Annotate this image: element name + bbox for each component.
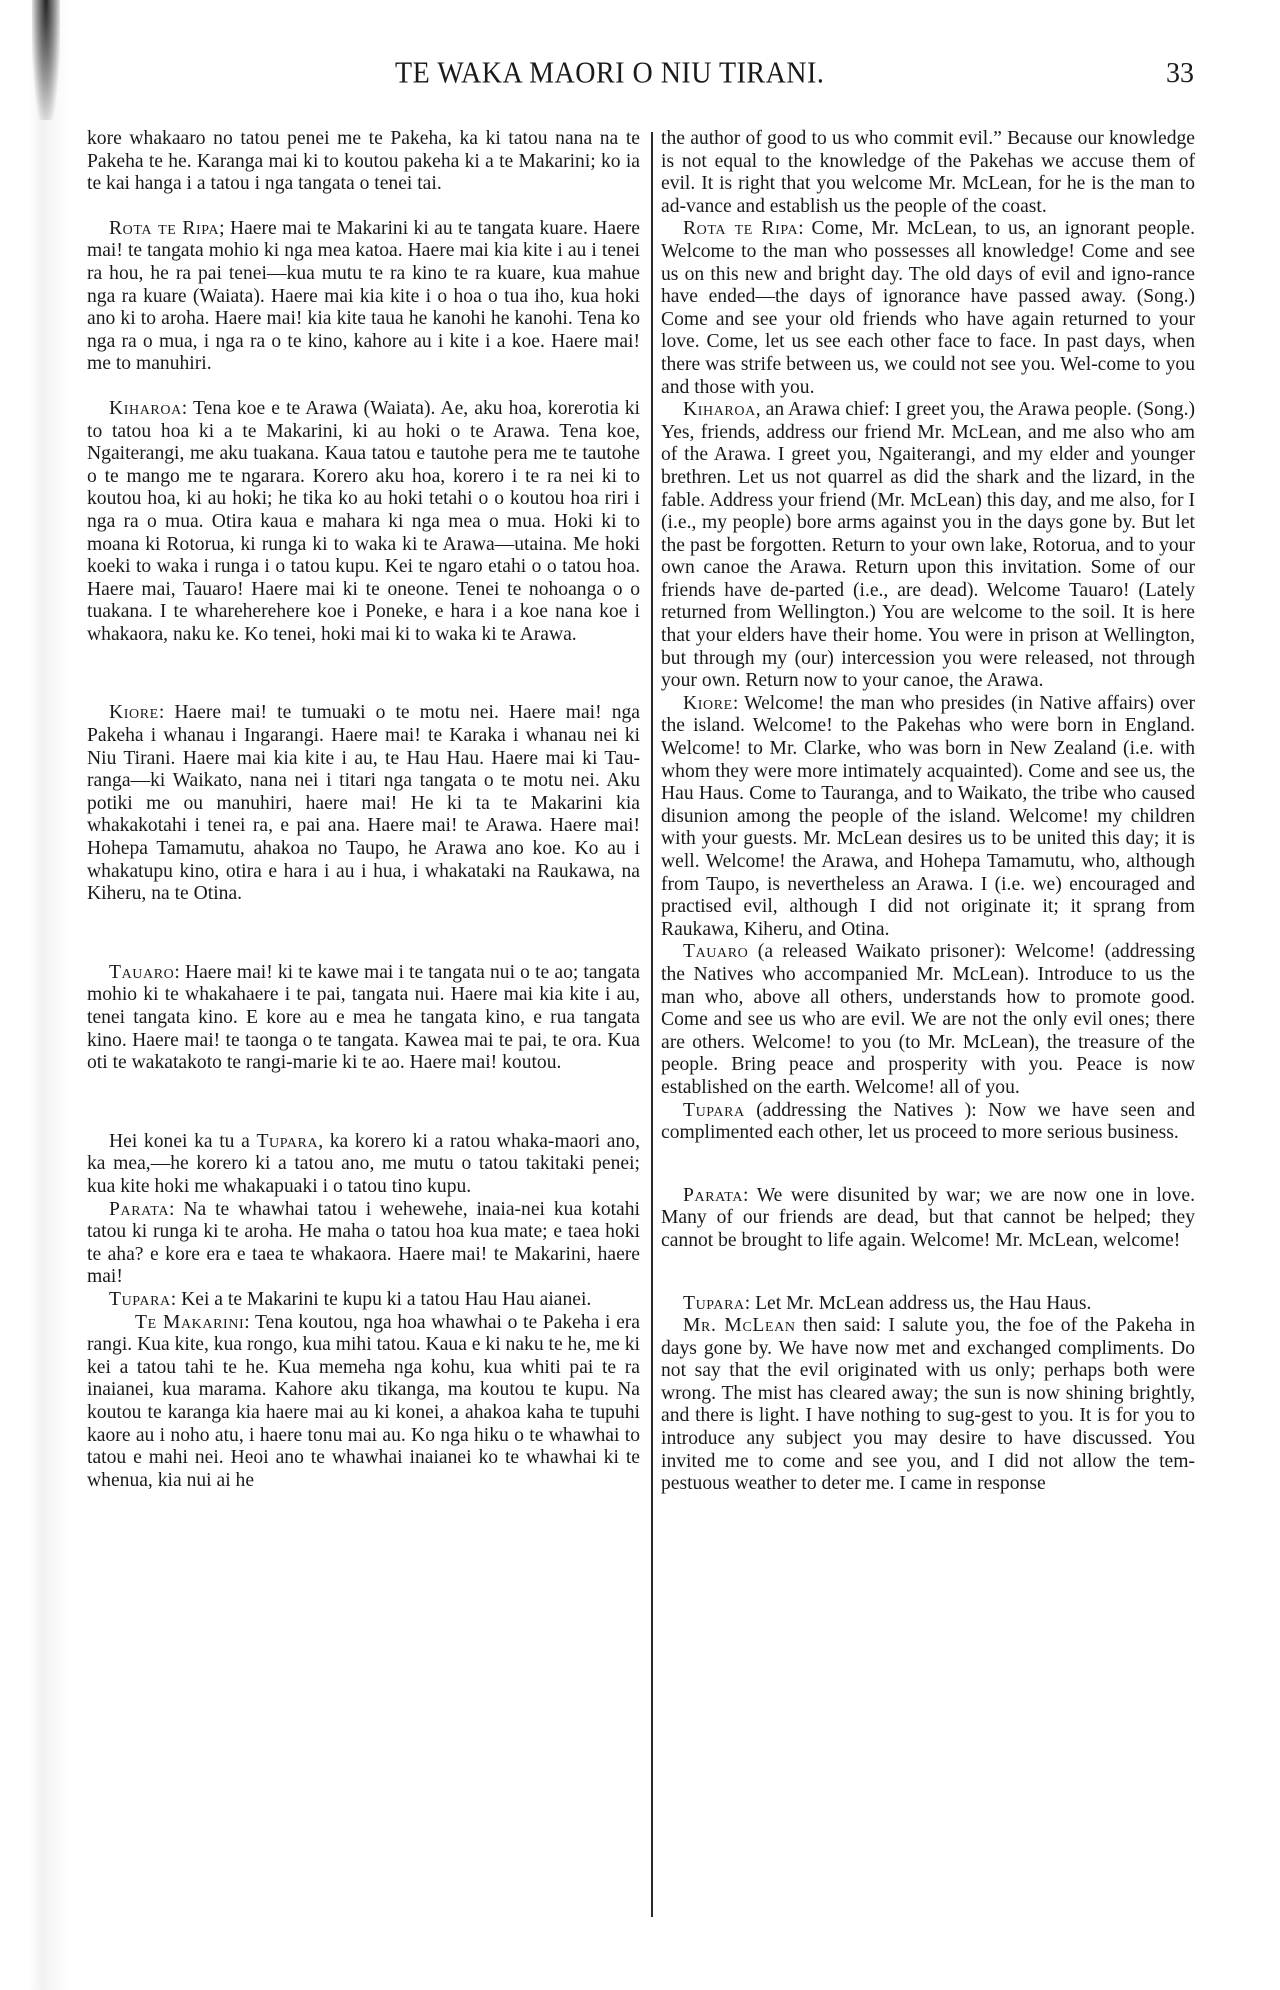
speaker-name: Kiharoa bbox=[109, 397, 182, 419]
speaker-name: Rota te Ripa bbox=[683, 218, 799, 240]
speech-parata: Parata: We were disunited by war; we are now one in love. Many of our friends are dead, but that cannot be helped; they cannot be brought to life again. Welcome! Mr. McLean, welcome! bbox=[661, 1184, 1195, 1251]
page-binding-shadow bbox=[0, 0, 70, 1990]
speech-mr-mclean: Mr. McLean then said: I salute you, the foe of the Pakeha in days gone by. We have now met and exchanged compliments. Do not say that the evil originated with us only; perhaps both were wrong. The mist has cleared away; the sun is now shining brightly, and there is light. I have nothing to sug-gest to you. It is for you to introduce any subject you may desire to have discussed. You invited me to come and see you, and I did not allow the tem-pestuous weather to deter me. I came in response bbox=[661, 1315, 1195, 1495]
left-column-maori bbox=[87, 128, 640, 1492]
speech-te-makarini: Te Makarini: Tena koutou, nga hoa whawhai o te Pakeha i era rangi. Kua kite, kua rongo, kua mihi tatou. Kaua e ki naku te he, me ki kei a tatou tahi te he. Kua memeha nga kohu, kua whiti pai te ra inaianei, kua marama. Kahore aku tikanga, ma koutou te kupu. Na koutou te karanga kia haere mai au ki konei, a ahakoa kaha te tupuhi kaore au i noho atu, i haere tonu mai au. Ko nga hiku o te whawhai to tatou e mahi nei. Heoi ano te whawhai inaianei ko te whawhai ki te whenua, kia nui ai he bbox=[87, 1311, 640, 1491]
speech-rota-te-ripa: Rota te Ripa; Haere mai te Makarini ki au te tangata kuare. Haere mai! te tangata mohio ki nga mea katoa. Haere mai kia kite i au i tenei ra hou, he ra pai tenei—kua mutu te ra kino te ra kuare, kua mahue nga ra kuare (Waiata). Haere mai kia kite i o hoa o tua iho, kua hoki ano ki to aroha. Haere mai! kia kite taua he kanohi he kanohi. Tena ko nga ra o mua, i nga ra o te kino, kahore au i kite i a koe. Haere mai! me to manuhiri. bbox=[87, 217, 640, 375]
speaker-name: Tauaro bbox=[109, 961, 175, 983]
speech-tauaro: Tauaro: Haere mai! ki te kawe mai i te tangata nui o te ao; tangata mohio ki te whakahaere i te pai, tangata nui. Haere mai kia kite i au, tenei tangata kino. E kore au e mea he tangata kino, e rua tangata kino. Haere mai! te taonga o te tangata. Kawea mai te pai, te ora. Kua oti te wakatakoto te rangi-marie ki te ao. Haere mai! koutou. bbox=[87, 961, 641, 1074]
paragraph-continued: the author of good to us who commit evil.” Because our knowledge is not equal to the knowledge of the Pakehas we accuse them of evil. It is right that you welcome Mr. McLean, for he is the man to ad-vance and establish us the people of the coast. bbox=[661, 128, 1195, 217]
speech-tupara-addressing: Tupara (addressing the Natives ): Now we have seen and complimented each other, let us proceed to more serious business. bbox=[661, 1099, 1195, 1144]
speaker-name: Parata bbox=[683, 1184, 744, 1206]
speaker-name: Te Makarini bbox=[135, 1311, 245, 1333]
running-title: TE WAKA MAORI O NIU TIRANI. bbox=[395, 56, 825, 91]
speaker-name: Rota te Ripa bbox=[109, 217, 220, 239]
speaker-name: Tupara bbox=[256, 1130, 319, 1152]
paragraph-continued: kore whakaaro no tatou penei me te Pakeha, ka ki tatou nana na te Pakeha te he. Karanga mai ki to koutou pakeha ki a te Makarini; ko ia te kai hanga i a tatou i nga tangata o tenei tai. bbox=[87, 128, 640, 195]
speech-kiharoa: Kiharoa: Tena koe e te Arawa (Waiata). Ae, aku hoa, korerotia ki to tatou hoa ki a te Makarini, ki au hoki o te Arawa. Tena koe, Ngaiterangi, me aku tuakana. Kaua tatou e tautohe pera me te tautohe o te mango me te ngarara. Korero aku hoa, korero i te ra nei ki to koutou hoa, ki au hoki; he tika ko au hoki tetahi o o koutou hoa riri i nga ra o mua. Otira kaua e mahara ki nga mea o mua. Hoki ki to moana ki Rotorua, ki runga ki to waka ki te Arawa—utaina. Me hoki koeki to waka i runga i o tatou kupu. Kei te ngaro etahi o o tatou hoa. Haere mai, Tauaro! Haere mai ki te oneone. Tenei te nohoanga o o tuakana. I te whareherehere koe i Poneke, e hara i a koe nana koe i whakaora, naku ke. Ko tenei, hoki mai ki to waka ki te Arawa. bbox=[87, 397, 640, 645]
speech-kiore: Kiore: Welcome! the man who presides (in Native affairs) over the island. Welcome! to the Pakehas who were born in England. Welcome! to Mr. Clarke, who was born in New Zealand (i.e. with whom they were more intimately acquainted). Come and see us, the Hau Haus. Come to Tauranga, and to Waikato, the tribe who caused disunion among the people of the island. Welcome! my children with your guests. Mr. McLean desires us to be united this day; it is well. Welcome! the Arawa, and Hohepa Tamamutu, who, although from Taupo, is nevertheless an Arawa. I (i.e. we) encouraged and practised evil, although I did not originate it; it sprang from Raukawa, Kiheru, and Otina. bbox=[661, 692, 1195, 940]
page-header bbox=[0, 58, 1280, 98]
speech-tauaro: Tauaro (a released Waikato prisoner): Welcome! (addressing the Natives who accompanied Mr. McLean). Introduce to us the man who, above all others, understands how to promote good. Come and see us who are evil. We are not the only evil ones; there are others. Welcome! to you (to Mr. McLean), the treasure of the people. Bring peace and prosperity with you. Peace is now established on the earth. Welcome! all of you. bbox=[661, 941, 1196, 1098]
speaker-name: Kiore bbox=[683, 692, 733, 714]
column-divider bbox=[651, 132, 653, 1917]
speech-kiore: Kiore: Haere mai! te tumuaki o te motu nei. Haere mai! nga Pakeha i whanau i Ingarangi. Haere mai! te Karaka i whanau nei ki Niu Tirani. Haere mai kia kite i au, te Hau Hau. Haere mai ki Tau-ranga—ki Waikato, nana nei i titari nga tangata o te motu nei. Aku potiki me ou manuhiri, haere mai! He ki ta te Makarini kia whakakotahi i tenei ra, e pai ana. Haere mai! te Arawa. Haere mai! Hohepa Tamamutu, ahakoa no Taupo, he Arawa ano koe. Ko au i whakatupu kino, otira e hara i au i hua, i whakataki na Raukawa, na Kiheru, na te Otina. bbox=[87, 702, 640, 905]
speaker-name: Kiore bbox=[109, 702, 159, 724]
speaker-name: Mr. McLean bbox=[683, 1315, 796, 1337]
right-column-english bbox=[661, 128, 1195, 1496]
speech-tupara: Tupara: Let Mr. McLean address us, the Hau Haus. bbox=[683, 1292, 1092, 1314]
speaker-name: Tupara bbox=[683, 1292, 745, 1314]
speaker-name: Tupara bbox=[683, 1099, 745, 1121]
speaker-name: Parata bbox=[109, 1198, 170, 1220]
speech-parata: Parata: Na te whawhai tatou i wehewehe, inaia-nei kua kotahi tatou ki runga ki te aroha. He maha o tatou hoa kua mate; e taea hoki te aha? e kore era e taea te whakaora. Haere mai! te Makarini, haere mai! bbox=[87, 1198, 640, 1288]
speaker-name: Kiharoa bbox=[683, 399, 756, 421]
page-number: 33 bbox=[1166, 58, 1194, 89]
speaker-name: Tauaro bbox=[683, 941, 749, 963]
speaker-name: Tupara bbox=[109, 1288, 171, 1310]
speech-kiharoa: Kiharoa, an Arawa chief: I greet you, the Arawa people. (Song.) Yes, friends, address our friend Mr. McLean, and me also who am of the Arawa. I greet you, Ngaiterangi, and my elder and younger brethren. Let us not quarrel as did the shark and the lizard, in the fable. Address your friend (Mr. McLean) this day, and me also, for I (i.e., my people) bore arms against you in the days gone by. But let the past be forgotten. Return to your own lake, Rotorua, and to your own canoe the Arawa. Return upon this invitation. Some of our friends have de-parted (i.e., are dead). Welcome Tauaro! (Lately returned from Wellington.) You are welcome to the soil. It is here that your elders have their home. You were in prison at Wellington, but through my (our) intercession you were released, not through your own. Return now to your canoe, the Arawa. bbox=[661, 399, 1195, 692]
speech-tupara: Tupara: Kei a te Makarini te kupu ki a tatou Hau Hau aianei. bbox=[109, 1288, 592, 1310]
narration-tupara: Hei konei ka tu a Tupara, ka korero ki a ratou whaka-maori ano, ka mea,—he korero ki a tatou ano, me mutu o tatou takitaki penei; kua kite hoki me whakapuaki i o tatou tino kupu. bbox=[87, 1130, 640, 1197]
speech-rota-te-ripa: Rota te Ripa: Come, Mr. McLean, to us, an ignorant people. Welcome to the man who possesses all knowledge! Come and see us on this new and bright day. The old days of evil and igno-rance have ended—the days of ignorance have passed away. (Song.) Come and see your old friends who have again returned to your love. Come, let us see each other face to face. In past days, when there was strife between us, we could not see you. Wel-come to you and those with you. bbox=[661, 218, 1195, 398]
